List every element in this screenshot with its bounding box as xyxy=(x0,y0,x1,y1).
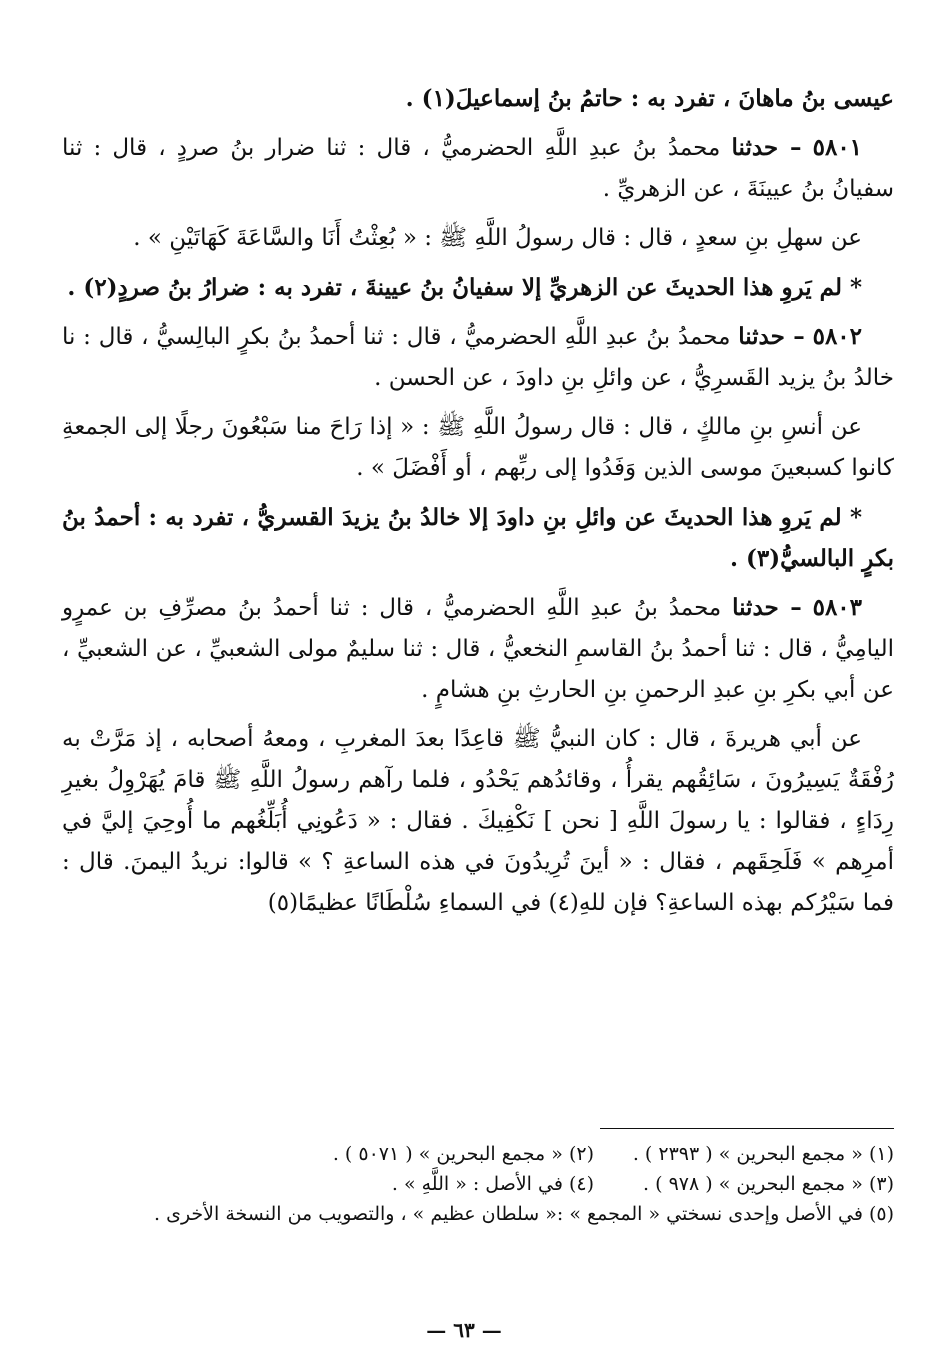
hadith-lead: – حدثنا xyxy=(738,323,805,350)
hadith-5801-isnad xyxy=(62,127,894,210)
footnote-5: (٥) في الأصل وإحدى نسختي « المجمع » :« سلطان عظيم » ، والتصويب من النسخة الأخرى . xyxy=(154,1203,894,1225)
footnote-row xyxy=(62,1139,894,1169)
hadith-isnad-text: محمدُ بنُ عبدِ اللَّهِ الحضرميُّ ، قال : ثنا أحمدُ بنُ مصرِّفِ بن عمرٍو اليامِيُّ ، قال : ثنا أحمدُ بنُ القاسمِ النخعيُّ ، قال : ثنا سليمٌ مولى الشعبيِّ ، عن الشعبيِّ ، عن أبي بكرِ بنِ عبدِ الرحمنِ بنِ الحارثِ بنِ هشامٍ . xyxy=(62,595,894,703)
hadith-5803-isnad xyxy=(62,587,894,711)
hadith-matn-text: عن أنسِ بنِ مالكٍ ، قال : قال رسولُ اللَّهِ ﷺ : « إذا رَاحَ منا سَبْعُونَ رجلًا إلى الجمعةِ كانوا كسبعينَ موسى الذين وَفَدُوا إلى ربِّهم ، أو أَفْضَلَ » . xyxy=(62,414,894,481)
footnote-4: (٤) في الأصل : « اللَّهِ » . xyxy=(391,1173,594,1195)
hadith-number: ٥٨٠٣ xyxy=(812,594,863,621)
footnote-1: (١) « مجمع البحرين » ( ٢٣٩٣ ) . xyxy=(632,1143,894,1165)
footnote-divider xyxy=(600,1128,894,1129)
footnote-row xyxy=(62,1169,894,1199)
hadith-isnad-text: محمدُ بنُ عبدِ اللَّهِ الحضرميُّ ، قال : ثنا ضرار بنُ صردٍ ، قال : ثنا سفيانُ بنُ عيينَةَ ، عن الزهريِّ . xyxy=(62,135,894,202)
hadith-number: ٥٨٠١ xyxy=(812,134,863,161)
hadith-matn-text: عن سهلِ بنِ سعدٍ ، قال : قال رسولُ اللَّهِ ﷺ : « بُعِثْتُ أَنَا والسَّاعَةَ كَهَاتَيْنِ » . xyxy=(133,225,862,251)
footnotes xyxy=(62,1128,894,1229)
hadith-5802-isnad xyxy=(62,316,894,399)
hadith-lead: – حدثنا xyxy=(732,594,802,621)
hadith-number: ٥٨٠٢ xyxy=(812,323,863,350)
paragraph-continuation xyxy=(62,78,894,119)
comment-text: * لم يَروِ هذا الحديثَ عن الزهريِّ إلا سفيانُ بنُ عيينةَ ، تفرد به : ضرارُ بنُ صردٍ(٢) . xyxy=(67,274,862,301)
paragraph-text: عيسى بنُ ماهانَ ، تفرد به : حاتمُ بنُ إسماعيلَ(١) . xyxy=(405,85,894,112)
footnote-2: (٢) « مجمع البحرين » ( ٥٠٧١ ) . xyxy=(332,1143,594,1165)
footnote-3: (٣) « مجمع البحرين » ( ٩٧٨ ) . xyxy=(643,1173,894,1195)
hadith-5802-comment xyxy=(62,497,894,579)
page-number: — ٦٣ — xyxy=(426,1318,502,1342)
hadith-5802-matn xyxy=(62,407,894,489)
hadith-5801-matn xyxy=(62,218,894,259)
comment-text: * لم يَروِ هذا الحديثَ عن وائلِ بنِ داودَ إلا خالدُ بنُ يزيدَ القسريُّ ، تفرد به : أحمدُ بنُ بكرٍ البالسيُّ(٣) . xyxy=(62,504,894,572)
hadith-5803-matn xyxy=(62,719,894,924)
hadith-lead: – حدثنا xyxy=(731,134,802,161)
hadith-matn-text: عن أبي هريرةَ ، قال : كان النبيُّ ﷺ قاعِدًا بعدَ المغربِ ، ومعهُ أصحابه ، إذ مَرَّتْ به رُفْقَةٌ يَسِيرُونَ ، سَائِقُهم يقرأُ ، وقائدُهم يَحْدُو ، فلما رآهم رسولُ اللَّهِ ﷺ قامَ يُهَرْوِلُ بغيرِ رِدَاءٍ ، فقالوا : يا رسولَ اللَّهِ [ نحن ] نَكْفِيكَ . فقال : « دَعُونِي أُبَلِّغُهم ما أُوحِيَ إليَّ في أمرِهم » فَلَحِقَهم ، فقال : « أينَ تُرِيدُونَ في هذه الساعةِ ؟ » قالوا: نريدُ اليمنَ. قال : فما سَيْرُكم بهذه الساعةِ؟ فإن للهِ(٤) في السماءِ سُلْطَانًا عظيمًا(٥) xyxy=(62,726,894,916)
hadith-isnad-text: محمدُ بنُ عبدِ اللَّهِ الحضرميُّ ، قال : ثنا أحمدُ بنُ بكرٍ البالِسيُّ ، قال : نا خالدُ بنُ يزيد القَسرِيُّ ، عن وائلِ بنِ داودَ ، عن الحسن . xyxy=(62,324,894,391)
hadith-5801-comment xyxy=(62,267,894,308)
